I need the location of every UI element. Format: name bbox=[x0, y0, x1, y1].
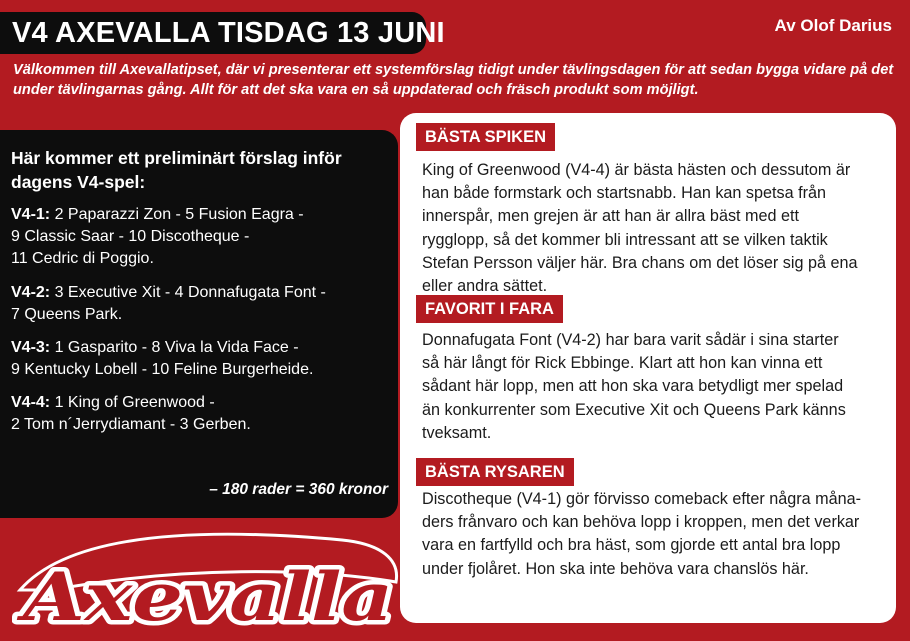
race-line: 2 Tom n´Jerrydiamant - 3 Gerben. bbox=[11, 416, 251, 433]
text-line: vara en fartfylld och bra häst, som gjorde ett antal bra lopp bbox=[422, 536, 841, 555]
text-line: rygglopp, så det kommer bli intressant att se vilken taktik bbox=[422, 230, 828, 249]
text-line: Stefan Persson väljer här. Bra chans om det löser sig på ena bbox=[422, 253, 858, 272]
race-line: 1 Gasparito - 8 Viva la Vida Face - bbox=[54, 339, 299, 356]
race-v4-3 bbox=[11, 337, 391, 381]
race-v4-1 bbox=[11, 204, 391, 270]
race-v4-2 bbox=[11, 282, 391, 326]
race-line: 9 Classic Saar - 10 Discotheque - bbox=[11, 228, 250, 245]
logo-text: Axevalla bbox=[15, 558, 393, 635]
rows-cost: – 180 rader = 360 kronor bbox=[209, 481, 388, 498]
section-text-basta-rysaren bbox=[422, 488, 892, 581]
text-line: han både formstark och startsnabb. Han kan spetsa från bbox=[422, 184, 827, 203]
text-line: King of Greenwood (V4-4) är bästa hästen och dessutom är bbox=[422, 161, 851, 179]
race-line: 2 Paparazzi Zon - 5 Fusion Eagra - bbox=[54, 206, 304, 223]
text-line: under fjolåret. Hon ska inte behöva vara chanslös här. bbox=[422, 559, 809, 578]
section-text-basta-spiken bbox=[422, 159, 892, 298]
axevalla-logo-graphic bbox=[12, 520, 404, 635]
text-line: Discotheque (V4-1) gör förvisso comeback efter några måna- bbox=[422, 490, 862, 508]
text-line: än konkurrenter som Executive Xit och Queens Park känns bbox=[422, 400, 846, 419]
race-label: V4-2: bbox=[11, 284, 51, 301]
race-label: V4-4: bbox=[11, 394, 51, 411]
race-line: 9 Kentucky Lobell - 10 Feline Burgerheide. bbox=[11, 361, 314, 378]
title-banner bbox=[0, 12, 445, 54]
section-tag-favorit-i-fara: FAVORIT I FARA bbox=[416, 295, 563, 323]
text-line: tveksamt. bbox=[422, 423, 492, 442]
race-line: 11 Cedric di Poggio. bbox=[11, 250, 154, 267]
author-byline: Av Olof Darius bbox=[774, 16, 892, 35]
race-v4-4 bbox=[11, 392, 391, 436]
text-line: Donnafugata Font (V4-2) har bara varit sådär i sina starter bbox=[422, 331, 839, 349]
text-line: eller andra sättet. bbox=[422, 277, 548, 296]
text-line: ders frånvaro och kan behöva lopp i kroppen, men det verkar bbox=[422, 513, 860, 532]
race-line: 3 Executive Xit - 4 Donnafugata Font - bbox=[54, 284, 326, 301]
race-line: 1 King of Greenwood - bbox=[54, 394, 215, 411]
section-text-favorit-i-fara bbox=[422, 329, 892, 445]
section-tag-basta-rysaren: BÄSTA RYSAREN bbox=[416, 458, 574, 486]
proposal-panel bbox=[0, 130, 398, 518]
proposal-heading: Här kommer ett preliminärt förslag inför dagens V4-spel: bbox=[11, 148, 342, 192]
axevalla-logo bbox=[12, 520, 404, 635]
section-tag-basta-spiken: BÄSTA SPIKEN bbox=[416, 123, 555, 151]
page-title: V4 AXEVALLA TISDAG 13 JUNI bbox=[12, 17, 445, 49]
text-line: sådant här lopp, men att hon ska vara betydligt mer spelad bbox=[422, 377, 844, 396]
race-label: V4-3: bbox=[11, 339, 51, 356]
race-line: 7 Queens Park. bbox=[11, 306, 123, 323]
text-line: så här långt för Rick Ebbinge. Klart att hon kan vinna ett bbox=[422, 354, 823, 373]
race-label: V4-1: bbox=[11, 206, 51, 223]
intro-text: Välkommen till Axevallatipset, där vi presenterar ett systemförslag tidigt under tävlingsdagen för att sedan bygga vidare på det under tävlingarnas gång. Allt för att det ska vara en så uppdaterad och fräsch produkt som möjligt. bbox=[13, 62, 894, 98]
text-line: innerspår, men grejen är att han är allra bäst med ett bbox=[422, 207, 800, 226]
